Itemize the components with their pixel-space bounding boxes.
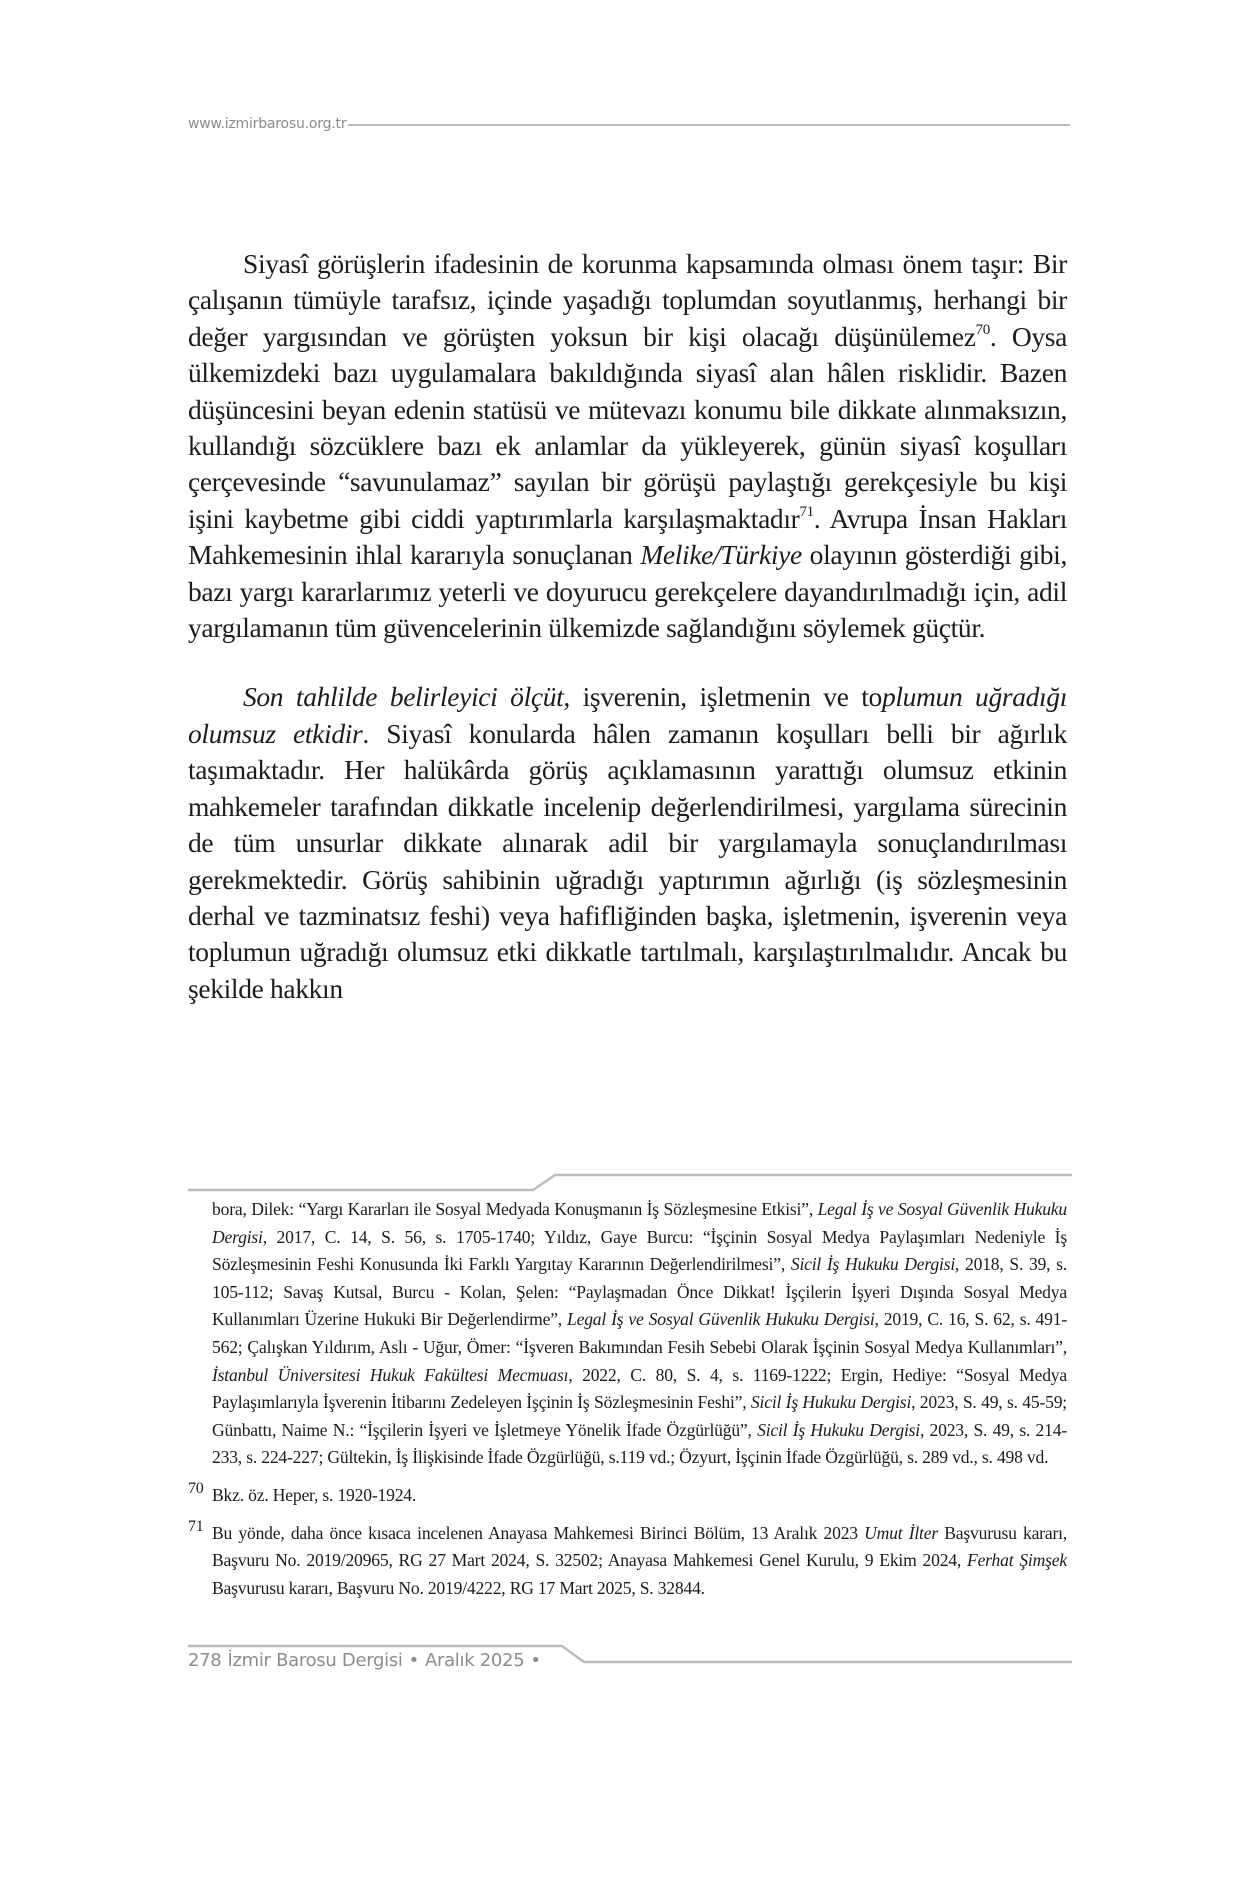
footnote-separator	[188, 1170, 1072, 1194]
italic-text: Legal İş ve Sosyal Güvenlik Hukuku Dergisi	[567, 1309, 875, 1330]
footnote-reference: 70	[975, 321, 990, 338]
italic-text: Sicil İş Hukuku Dergisi	[750, 1392, 912, 1413]
italic-text: plumun uğradığı olumsuz etkidir	[188, 681, 1067, 749]
text-run: bora, Dilek: “Yargı Kararları ile Sosyal Medyada Konuşmanın İş Sözleşmesine Etkisi”,	[212, 1199, 818, 1219]
page-header	[188, 112, 1070, 136]
text-run: , 2023, S. 49, s. 214-233, s. 224-227; Gültekin, İş İlişkisinde İfade Özgürlüğü, s.119 vd.; Özyurt, İşçinin İfade Özgürlüğü, s. 289 vd., s. 498 vd.	[212, 1419, 1067, 1468]
italic-text: Son tahlilde belirleyici ölçüt,	[243, 681, 570, 713]
body-text	[188, 246, 1067, 1007]
footnote-number: 71	[188, 1517, 204, 1535]
issue-date: Aralık 2025	[424, 1650, 525, 1671]
footnote-text	[212, 1485, 416, 1505]
text-run: . Avrupa İnsan Hakları Mahkemesinin ihlal kararıyla sonuçlanan	[188, 502, 1067, 571]
italic-text: Ferhat Şimşek	[967, 1550, 1067, 1571]
text-run: Başvurusu kararı, Başvuru No. 2019/4222, RG 17 Mart 2025, S. 32844.	[212, 1577, 705, 1598]
page-number: 278	[188, 1650, 222, 1671]
text-run: Bu yönde, daha önce kısaca incelenen Anayasa Mahkemesi Birinci Bölüm, 13 Aralık 2023	[212, 1522, 865, 1543]
bullet-separator: •	[530, 1650, 541, 1671]
italic-text: Umut İlter	[864, 1522, 938, 1543]
footnote-71	[188, 1517, 1067, 1603]
text-run: Başvurusu kararı, Başvuru No. 2019/20965, RG 27 Mart 2024, S. 32502; Anayasa Mahkemesi Genel Kurulu, 9 Ekim 2024,	[212, 1522, 1067, 1571]
footnote-text	[212, 1523, 1067, 1598]
italic-text: Sicil İş Hukuku Dergisi	[790, 1254, 956, 1275]
paragraph	[188, 246, 1067, 646]
text-run: Bkz. öz. Heper, s. 1920-1924.	[212, 1484, 417, 1505]
text-run: işverenin, işletmenin ve to	[569, 681, 882, 713]
bullet-separator: •	[408, 1650, 419, 1671]
italic-text: Sicil İş Hukuku Dergisi	[757, 1419, 920, 1440]
footnote-number: 70	[188, 1479, 204, 1497]
italic-text: İstanbul Üniversitesi Hukuk Fakültesi Mecmuası	[212, 1364, 569, 1385]
italic-text: Melike/Türkiye	[640, 539, 802, 571]
paragraph	[188, 679, 1067, 1007]
text-run: , 2023, S. 49, s. 45-59; Günbattı, Naime N.: “İşçilerin İşyeri ve İşletmeye Yönelik İfade Özgürlüğü”,	[212, 1392, 1067, 1440]
page-footer	[188, 1650, 547, 1671]
text-run: , 2017, C. 14, S. 56, s. 1705-1740; Yıldız, Gaye Burcu: “İşçinin Sosyal Medya Paylaşımları Nedeniyle İş Sözleşmesinin Feshi Konusunda İki Farklı Yargıtay Kararının Değerlendirilmesi”,	[212, 1226, 1067, 1275]
text-run: . Siyasî konularda hâlen zamanın koşulları belli bir ağırlık taşımaktadır. Her halükârda görüş açıklamasının yarattığı olumsuz etkinin mahkemeler tarafından dikkatle incelenip değerlendirilmesi, yargılama sürecinin de tüm unsurlar dikkate alınarak adil bir yargılamayla sonuçlandırılması gerekmektedir. Görüş sahibinin uğradığı yaptırımın ağırlığı (iş sözleşmesinin derhal ve tazminatsız feshi) veya hafifliğinden başka, işletmenin, işverenin veya toplumun uğradığı olumsuz etki dikkatle tartılmalı, karşılaştırılmalıdır. Ancak bu şekilde hakkın	[188, 717, 1067, 1004]
text-run: olayının gösterdiği gibi, bazı yargı kararlarımız yeterli ve doyurucu gerekçelere dayandırılmadığı için, adil yargılamanın tüm güvencelerinin ülkemizde sağlandığını söylemek güçtür.	[188, 539, 1067, 644]
text-run: , 2022, C. 80, S. 4, s. 1169-1222; Ergin, Hediye: “Sosyal Medya Paylaşımlarıyla İşverenin İtibarını Zedeleyen İşçinin İş Sözleşmesinin Feshi”,	[212, 1364, 1068, 1413]
footnote-continuation	[188, 1196, 1067, 1472]
text-run: , 2018, S. 39, s. 105-112; Savaş Kutsal, Burcu - Kolan, Şelen: “Paylaşmadan Önce Dikkat! İşçilerin İşyeri Dışında Sosyal Medya Kullanımları Üzerine Hukuki Bir Değerlendirme”,	[212, 1254, 1067, 1330]
text-run: . Oysa ülkemizdeki bazı uygulamalara bakıldığında siyasî alan hâlen risklidir. Bazen düşüncesini beyan edenin statüsü ve mütevazı konumu bile dikkate alınmaksızın, kullandığı sözcüklere bazı ek anlamlar da yükleyerek, günün siyasî koşulları çerçevesinde “savunulamaz” sayılan bir görüşü paylaştığı gerekçesiyle bu kişi işini kaybetme gibi ciddi yaptırımlarla karşılaşmaktadır	[188, 320, 1067, 534]
text-run: Siyasî görüşlerin ifadesinin de korunma kapsamında olması önem taşır: Bir çalışanın tümüyle tarafsız, içinde yaşadığı toplumdan soyutlanmış, herhangi bir değer yargısından ve görüşten yoksun bir kişi olacağı düşünülemez	[188, 248, 1067, 352]
italic-text: Legal İş ve Sosyal Güvenlik Hukuku Dergisi	[212, 1199, 1068, 1247]
header-url: www.izmirbarosu.org.tr	[188, 116, 347, 132]
footnote-reference: 71	[799, 503, 814, 520]
header-rule	[348, 124, 1070, 126]
text-run: , 2019, C. 16, S. 62, s. 491-562; Çalışkan Yıldırım, Aslı - Uğur, Ömer: “İşveren Bakımından Fesih Sebebi Olarak İşçinin Sosyal Medya Kullanımları”,	[212, 1309, 1068, 1357]
journal-name: İzmir Barosu Dergisi	[227, 1650, 403, 1671]
footnote-70	[188, 1479, 1067, 1510]
footnotes	[188, 1196, 1067, 1602]
